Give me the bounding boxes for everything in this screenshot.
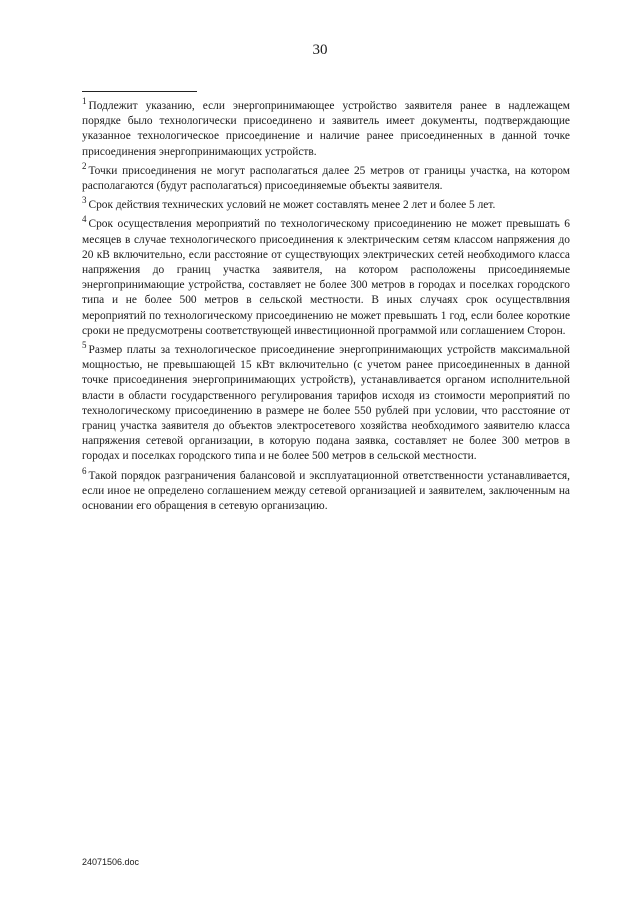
footnote-3: [82, 195, 570, 213]
page-number: 30: [312, 42, 328, 58]
footnote-4: [82, 214, 570, 339]
footnote-marker: 6: [82, 465, 87, 476]
document-file-name: 24071506.doc: [82, 857, 140, 867]
footnote-text: Подлежит указанию, если энергопринимающее устройство заявителя ранее в надлежащем порядке было технологически присоединено и заявитель имеет документы, подтверждающие указанное технологическое присоединение и наличие ранее присоединенных в данной точке присоединения энергопринимающих устройств.: [82, 100, 570, 158]
footnote-1: [82, 96, 570, 160]
footnote-text: Размер платы за технологическое присоединение энергопринимающих устройств максимальной мощностью, не превышающей 15 кВт включительно (с учетом ранее присоединенных в данной точке присоединения энергопринимающих устройств), устанавливается органом исполнительной власти в области государственного регулирования тарифов исходя из стоимости мероприятий по технологическому присоединению в размере не более 550 рублей при условии, что расстояние от границ участка заявителя до объектов электросетевого хозяйства необходимого заявителю класса напряжения сетевой организации, в которую подана заявка, составляет не более 300 метров в городах и поселках городского типа и не более 500 метров в сельской местности.: [82, 344, 570, 463]
footnote-text: Такой порядок разграничения балансовой и эксплуатационной ответственности устанавливается, если иное не определено соглашением между сетевой организацией и заявителем, заключенным на основании его обращения в сетевую организацию.: [82, 469, 570, 513]
footnote-2: [82, 160, 570, 194]
footnote-separator: [82, 91, 197, 92]
footnote-marker: 2: [82, 160, 87, 171]
footnote-6: [82, 465, 570, 515]
footnote-text: Точки присоединения не могут располагаться далее 25 метров от границы участка, на котором располагаются (будут располагаться) присоединяемые объекты заявителя.: [82, 164, 570, 193]
footnotes-section: [82, 96, 570, 518]
footnote-text: Срок действия технических условий не может составлять менее 2 лет и более 5 лет.: [88, 199, 496, 212]
footnote-5: [82, 340, 570, 465]
footnote-marker: 3: [82, 195, 87, 206]
footnote-marker: 5: [82, 340, 87, 351]
footnote-text: Срок осуществления мероприятий по технологическому присоединению не может превышать 6 месяцев в случае технологического присоединения к электрическим сетям классом напряжения до 20 кВ включительно, если расстояние от существующих электрических сетей необходимого класса напряжения до границ участка заявителя, на котором расположены присоединяемые энергопринимающие устройства, составляет не более 300 метров в городах и поселках городского типа и не более 500 метров в сельской местности. В иных случаях срок осуществлвния мероприятий по технологическому присоединению не может превышать 1 год, если более короткие сроки не предусмотрены соответствующей инвестиционной программой или соглашением Сторон.: [82, 218, 570, 337]
footnote-marker: 4: [82, 214, 87, 225]
footnote-marker: 1: [82, 96, 87, 106]
